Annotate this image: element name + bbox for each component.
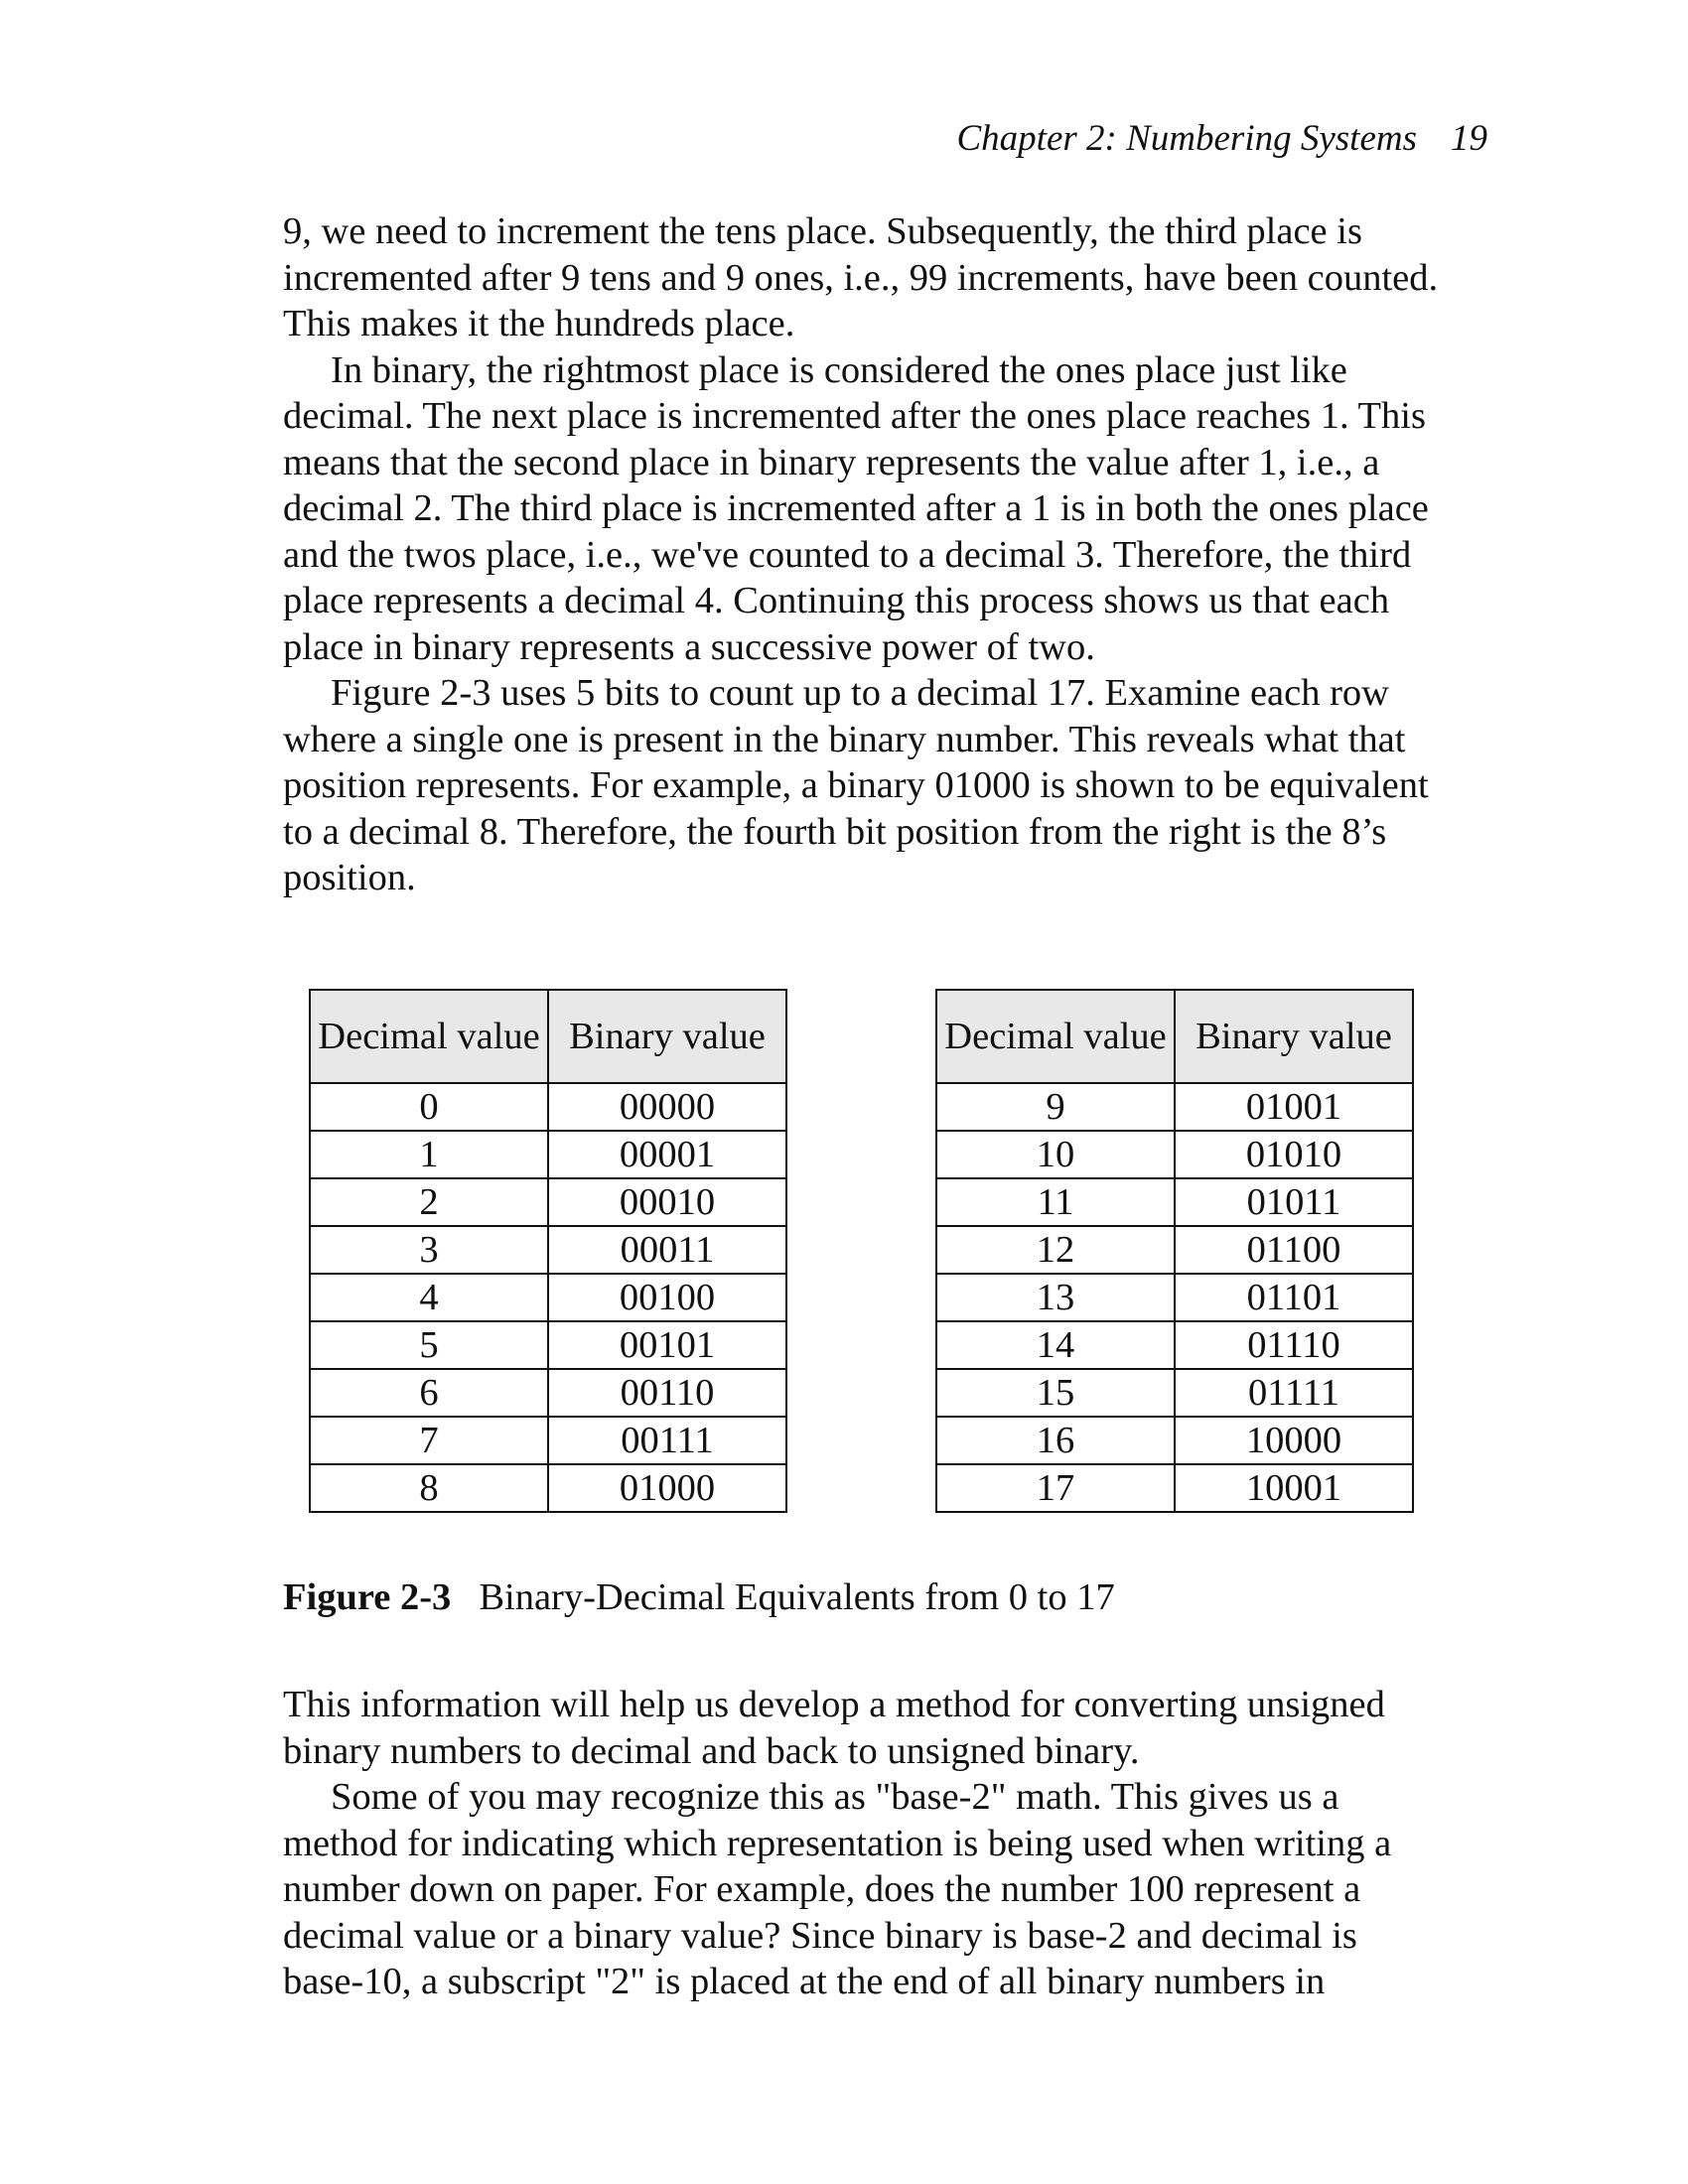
table-row (310, 1417, 786, 1464)
decimal-cell: 5 (310, 1321, 548, 1369)
binary-column-header: Binary value (1175, 990, 1413, 1083)
decimal-cell: 2 (310, 1178, 548, 1226)
decimal-cell: 4 (310, 1274, 548, 1321)
binary-decimal-table-left (309, 989, 787, 1513)
table-row (936, 1083, 1413, 1131)
body-text-bottom (283, 1682, 1440, 2005)
paragraph: In binary, the rightmost place is considered the ones place just like decimal. The next place is incremented after the ones place reaches 1. This means that the second place in binary represents the value after 1, i.e., a decimal 2. The third place is incremented after a 1 is in both the ones place and the twos place, i.e., we've counted to a decimal 3. Therefore, the third place represents a decimal 4. Continuing this process shows us that each place in binary represents a successive power of two. (283, 348, 1429, 668)
decimal-cell: 6 (310, 1369, 548, 1417)
table-row (310, 1321, 786, 1369)
binary-cell: 01110 (1175, 1321, 1413, 1369)
table-header-row (936, 990, 1413, 1083)
table-row (310, 1178, 786, 1226)
paragraph: This information will help us develop a method for converting unsigned binary numbers to decimal and back to unsigned binary. (283, 1684, 1385, 1772)
decimal-cell: 8 (310, 1464, 548, 1512)
decimal-cell: 15 (936, 1369, 1175, 1417)
binary-cell: 10001 (1175, 1464, 1413, 1512)
table-row (310, 1131, 786, 1178)
decimal-cell: 7 (310, 1417, 548, 1464)
figure-label: Figure 2-3 (283, 1576, 452, 1618)
decimal-column-header: Decimal value (936, 990, 1175, 1083)
binary-cell: 01001 (1175, 1083, 1413, 1131)
table-row (936, 1417, 1413, 1464)
body-text-top (283, 208, 1440, 901)
table-row (936, 1274, 1413, 1321)
binary-cell: 00010 (548, 1178, 786, 1226)
table-row (936, 1321, 1413, 1369)
table-row (310, 1083, 786, 1131)
decimal-cell: 9 (936, 1083, 1175, 1131)
binary-cell: 00100 (548, 1274, 786, 1321)
decimal-cell: 0 (310, 1083, 548, 1131)
binary-column-header: Binary value (548, 990, 786, 1083)
paragraph: 9, we need to increment the tens place. Subsequently, the third place is incremented after 9 tens and 9 ones, i.e., 99 increments, have been counted. This makes it the hundreds place. (283, 210, 1439, 344)
table-row (310, 1464, 786, 1512)
binary-cell: 10000 (1175, 1417, 1413, 1464)
decimal-cell: 16 (936, 1417, 1175, 1464)
binary-cell: 01011 (1175, 1178, 1413, 1226)
decimal-cell: 14 (936, 1321, 1175, 1369)
binary-cell: 00000 (548, 1083, 786, 1131)
decimal-cell: 12 (936, 1226, 1175, 1274)
binary-cell: 01111 (1175, 1369, 1413, 1417)
table-row (936, 1226, 1413, 1274)
figure-caption-text: Binary-Decimal Equivalents from 0 to 17 (479, 1576, 1115, 1618)
table-row (936, 1131, 1413, 1178)
binary-cell: 01100 (1175, 1226, 1413, 1274)
paragraph: Some of you may recognize this as "base-2" math. This gives us a method for indicating which representation is being used when writing a number down on paper. For example, does the number 100 represent a decimal value or a binary value? Since binary is base-2 and decimal is base-10, a subscript "2" is placed at the end of all binary numbers in (283, 1776, 1392, 2002)
binary-cell: 01101 (1175, 1274, 1413, 1321)
binary-cell: 01010 (1175, 1131, 1413, 1178)
running-header (957, 117, 1488, 160)
binary-cell: 00101 (548, 1321, 786, 1369)
decimal-cell: 13 (936, 1274, 1175, 1321)
table-row (310, 1274, 786, 1321)
binary-cell: 01000 (548, 1464, 786, 1512)
binary-cell: 00011 (548, 1226, 786, 1274)
table-row (310, 1369, 786, 1417)
decimal-column-header: Decimal value (310, 990, 548, 1083)
table-header-row (310, 990, 786, 1083)
decimal-cell: 1 (310, 1131, 548, 1178)
table-row (936, 1178, 1413, 1226)
decimal-cell: 10 (936, 1131, 1175, 1178)
table-row (936, 1464, 1413, 1512)
page-number: 19 (1451, 118, 1487, 159)
decimal-cell: 3 (310, 1226, 548, 1274)
decimal-cell: 17 (936, 1464, 1175, 1512)
binary-cell: 00001 (548, 1131, 786, 1178)
table-row (936, 1369, 1413, 1417)
figure-caption (283, 1575, 1115, 1619)
decimal-cell: 11 (936, 1178, 1175, 1226)
binary-decimal-table-right (935, 989, 1414, 1513)
binary-cell: 00111 (548, 1417, 786, 1464)
binary-cell: 00110 (548, 1369, 786, 1417)
chapter-title: Chapter 2: Numbering Systems (956, 118, 1417, 159)
paragraph: Figure 2-3 uses 5 bits to count up to a decimal 17. Examine each row where a single one is present in the binary number. This reveals what that position represents. For example, a binary 01000 is shown to be equivalent to a decimal 8. Therefore, the fourth bit position from the right is the 8’s position. (283, 672, 1429, 898)
table-row (310, 1226, 786, 1274)
